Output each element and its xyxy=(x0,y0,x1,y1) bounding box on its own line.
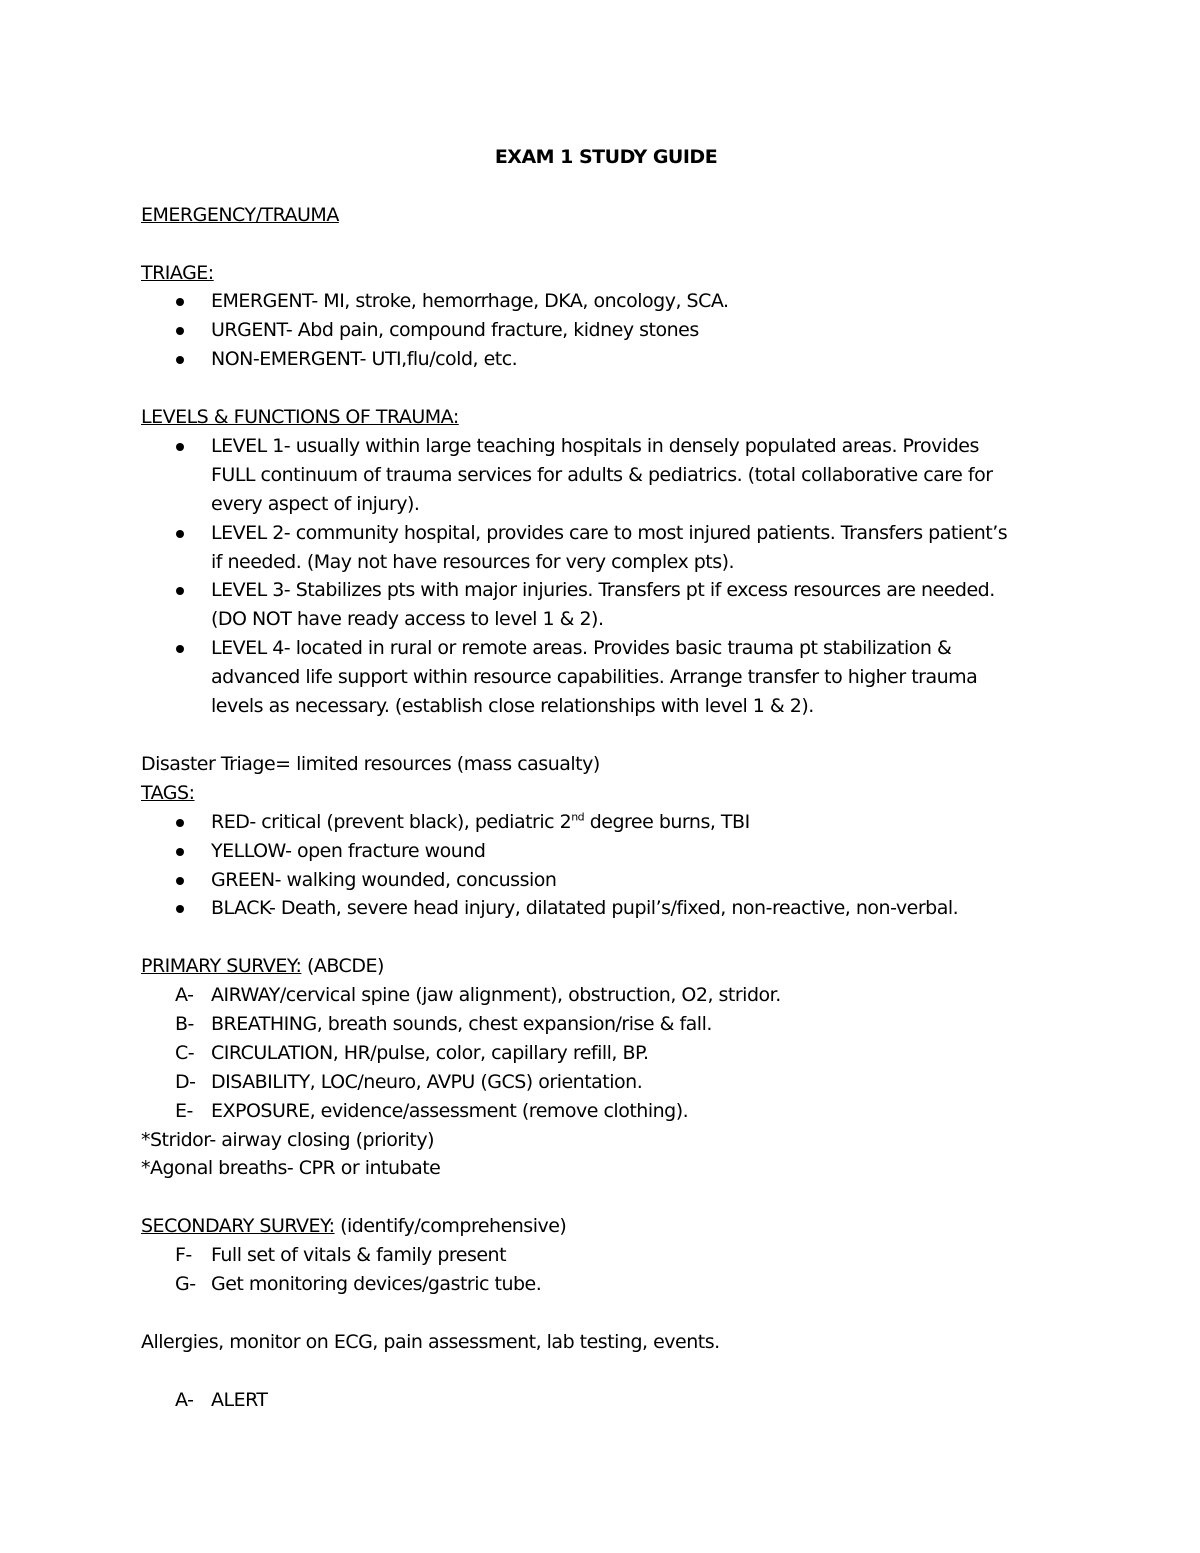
bullet-icon xyxy=(176,327,184,335)
note-line: *Stridor- airway closing (priority) xyxy=(141,1128,435,1151)
list-item: E- EXPOSURE, evidence/assessment (remove clothing). xyxy=(175,1099,689,1122)
list-item: GREEN- walking wounded, concussion xyxy=(141,866,1071,895)
primary-survey-heading: PRIMARY SURVEY: (ABCDE) xyxy=(141,955,384,978)
bullet-icon xyxy=(176,819,184,827)
list-item: LEVEL 2- community hospital, provides care to most injured patients. Transfers patient’s if needed. (May not have resources for very complex pts). xyxy=(141,519,1071,577)
list-item: NON-EMERGENT- UTI,flu/cold, etc. xyxy=(141,345,1071,374)
list-item: YELLOW- open fracture wound xyxy=(141,837,1071,866)
list-item: EMERGENT- MI, stroke, hemorrhage, DKA, oncology, SCA. xyxy=(141,287,1071,316)
list-item: LEVEL 3- Stabilizes pts with major injuries. Transfers pt if excess resources are needed. (DO NOT have ready access to level 1 & 2). xyxy=(141,576,1071,634)
list-item: F- Full set of vitals & family present xyxy=(175,1244,507,1267)
list-item: A- AIRWAY/cervical spine (jaw alignment), obstruction, O2, stridor. xyxy=(175,984,781,1007)
bullet-icon xyxy=(176,356,184,364)
bullet-icon xyxy=(176,298,184,306)
list-item: LEVEL 1- usually within large teaching hospitals in densely populated areas. Provides FULL continuum of trauma services for adults & pediatrics. (total collaborative care for every aspect of injury). xyxy=(141,432,1071,519)
note-line: *Agonal breaths- CPR or intubate xyxy=(141,1157,441,1180)
bullet-icon xyxy=(176,848,184,856)
section-heading: EMERGENCY/TRAUMA xyxy=(141,203,339,226)
list-item: D- DISABILITY, LOC/neuro, AVPU (GCS) orientation. xyxy=(175,1070,643,1093)
bullet-icon xyxy=(176,645,184,653)
tags-heading: TAGS: xyxy=(141,781,195,804)
page-title: EXAM 1 STUDY GUIDE xyxy=(494,146,718,168)
bullet-icon xyxy=(176,443,184,451)
secondary-survey-heading: SECONDARY SURVEY: (identify/comprehensive) xyxy=(141,1215,567,1238)
list-item: A- ALERT xyxy=(175,1388,268,1411)
allergies-line: Allergies, monitor on ECG, pain assessment, lab testing, events. xyxy=(141,1330,720,1353)
triage-heading: TRIAGE: xyxy=(141,261,214,284)
list-item: C- CIRCULATION, HR/pulse, color, capillary refill, BP. xyxy=(175,1041,649,1064)
bullet-icon xyxy=(176,530,184,538)
disaster-line: Disaster Triage= limited resources (mass casualty) xyxy=(141,752,600,775)
bullet-icon xyxy=(176,905,184,913)
list-item: RED- critical (prevent black), pediatric 2nd degree burns, TBI xyxy=(141,808,1071,837)
bullet-icon xyxy=(176,877,184,885)
bullet-icon xyxy=(176,587,184,595)
list-item: G- Get monitoring devices/gastric tube. xyxy=(175,1273,542,1295)
document-body xyxy=(141,143,1071,1414)
list-item: BLACK- Death, severe head injury, dilatated pupil’s/fixed, non-reactive, non-verbal. xyxy=(141,894,1071,923)
list-item: B- BREATHING, breath sounds, chest expansion/rise & fall. xyxy=(175,1012,712,1035)
list-item: LEVEL 4- located in rural or remote areas. Provides basic trauma pt stabilization & advanced life support within resource capabilities. Arrange transfer to higher trauma levels as necessary. (establish close relationships with level 1 & 2). xyxy=(141,634,1071,721)
list-item: URGENT- Abd pain, compound fracture, kidney stones xyxy=(141,316,1071,345)
levels-heading: LEVELS & FUNCTIONS OF TRAUMA: xyxy=(141,406,459,429)
